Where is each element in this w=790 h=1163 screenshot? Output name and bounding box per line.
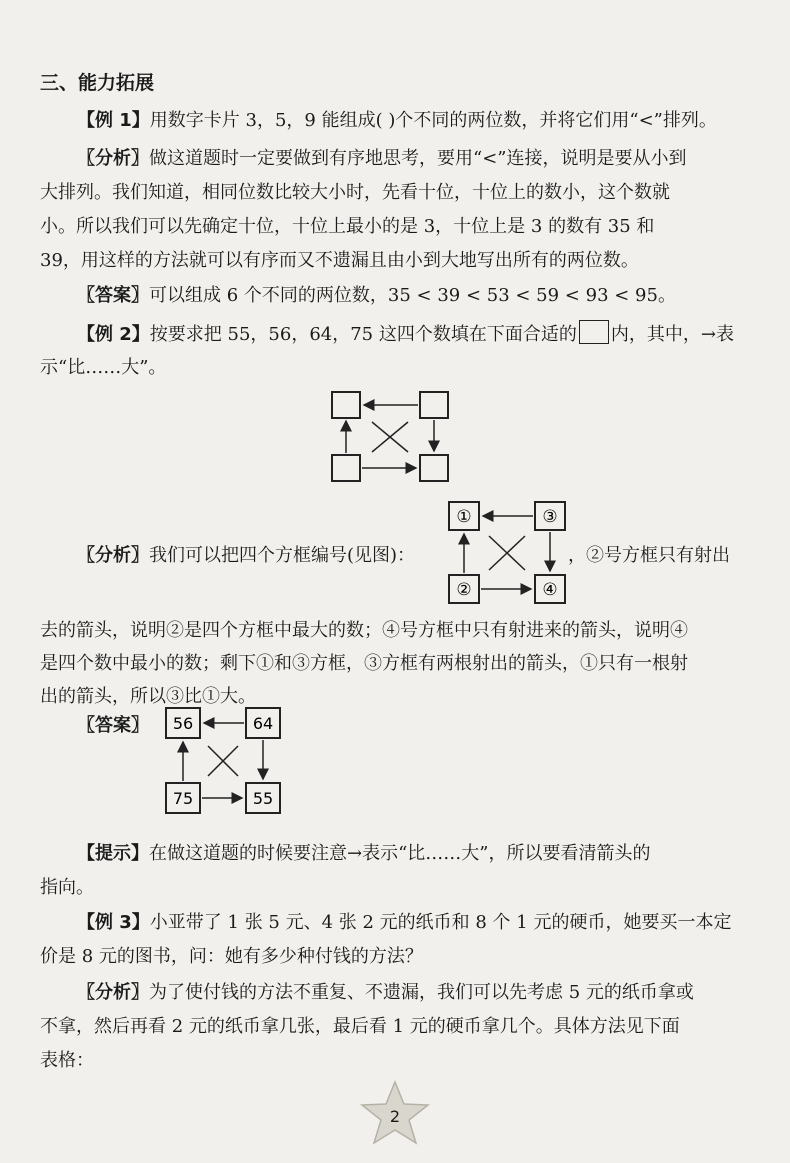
ex1-analysis-tag: 〖分析〗: [77, 148, 149, 169]
numbered-box-diagram: [447, 500, 567, 605]
ex2-hint-tag: 【提示】: [77, 843, 149, 864]
box-bottom-right: [420, 455, 448, 481]
box-1-label: ①: [456, 507, 472, 527]
ex2-question-b: 内，其中，→表: [610, 324, 734, 345]
ex1-analysis-line: [77, 146, 686, 172]
ex2-hint-l2: 指向。: [40, 877, 94, 898]
box-bottom-left: [332, 455, 360, 481]
ex1-analysis-l2: 大排列。我们知道，相同位数比较大小时，先看十位，十位上的数小，这个数就: [40, 182, 670, 203]
ex2-tag: 【例 2】: [77, 324, 150, 345]
ex2-analysis-tag: 〖分析〗: [77, 545, 149, 566]
ex2-question-a: 按要求把 55，56，64，75 这四个数填在下面合适的: [149, 324, 577, 345]
ex1-analysis-text: 做这道题时一定要做到有序地思考，要用“<”连接，说明是要从小到: [149, 148, 687, 169]
ex3-analysis-text: 为了使付钱的方法不重复、不遗漏，我们可以先考虑 5 元的纸币拿或: [149, 982, 694, 1003]
answer-num-top-right: 64: [252, 714, 274, 733]
ex3-question-l2: 价是 8 元的图书，问：她有多少种付钱的方法？: [40, 946, 423, 967]
ex2-analysis-l4: 出的箭头，所以③比①大。: [40, 686, 256, 707]
ex3-question-text: 小亚带了 1 张 5 元、4 张 2 元的纸币和 8 个 1 元的硬币，她要买一本定: [149, 912, 732, 933]
ex1-analysis-l3: 小。所以我们可以先确定十位，十位上最小的是 3，十位上是 3 的数有 35 和: [40, 216, 655, 237]
ex2-question-l2: 示“比……大”。: [40, 357, 167, 378]
ex2-question: [77, 320, 734, 348]
box-top-right: [420, 392, 448, 418]
ex2-hint-text: 在做这道题的时候要注意→表示“比……大”，所以要看清箭头的: [149, 843, 651, 864]
ex1-analysis-l4: 39，用这样的方法就可以有序而又不遗漏且由小到大地写出所有的两位数。: [40, 250, 639, 271]
box-3-label: ③: [542, 507, 558, 527]
inline-blank-box: [579, 320, 609, 344]
section-title: 三、能力拓展: [40, 72, 155, 94]
ex2-analysis-a: [77, 543, 415, 569]
ex1-answer-tag: 〖答案〗: [77, 285, 149, 306]
ex1-answer-line: [77, 283, 676, 309]
box-2-label: ②: [456, 580, 472, 600]
ex3-analysis-l3: 表格：: [40, 1050, 94, 1071]
page-number-star: [360, 1080, 430, 1146]
answer-num-bottom-left: 75: [172, 789, 194, 808]
ex2-analysis-l3: 是四个数中最小的数；剩下①和③方框，③方框有两根射出的箭头，①只有一根射: [40, 653, 688, 674]
ex2-analysis-b: ，②号方框只有射出: [568, 545, 730, 566]
ex3-analysis-line: [77, 980, 694, 1006]
page-number: 2: [389, 1106, 401, 1126]
ex2-analysis-l2: 去的箭头，说明②是四个方框中最大的数；④号方框中只有射进来的箭头，说明④: [40, 620, 688, 641]
empty-box-diagram-svg: [330, 390, 450, 485]
answer-diagram: [164, 706, 284, 816]
ex2-hint-line: [77, 841, 650, 867]
ex2-analysis-a-text: 我们可以把四个方框编号(见图)：: [149, 545, 416, 566]
ex3-question: [77, 910, 731, 936]
ex3-analysis-l2: 不拿，然后再看 2 元的纸币拿几张，最后看 1 元的硬币拿几个。具体方法见下面: [40, 1016, 680, 1037]
ex1-answer-text: 可以组成 6 个不同的两位数，35 < 39 < 53 < 59 < 93 < 95。: [149, 285, 676, 306]
answer-num-top-left: 56: [172, 714, 194, 733]
empty-box-diagram: [330, 390, 450, 485]
ex1-question: [77, 108, 717, 134]
box-top-left: [332, 392, 360, 418]
ex3-tag: 【例 3】: [77, 912, 150, 933]
box-4-label: ④: [542, 580, 558, 600]
answer-num-bottom-right: 55: [252, 789, 274, 808]
numbered-box-diagram-svg: [447, 500, 567, 605]
ex1-question-text: 用数字卡片 3，5，9 能组成( )个不同的两位数，并将它们用“<”排列。: [149, 110, 717, 131]
ex1-tag: 【例 1】: [77, 110, 150, 131]
ex2-answer-tag-line: [77, 713, 149, 739]
ex2-answer-tag: 〖答案〗: [77, 715, 149, 736]
answer-diagram-svg: [164, 706, 284, 816]
ex3-analysis-tag: 〖分析〗: [77, 982, 149, 1003]
